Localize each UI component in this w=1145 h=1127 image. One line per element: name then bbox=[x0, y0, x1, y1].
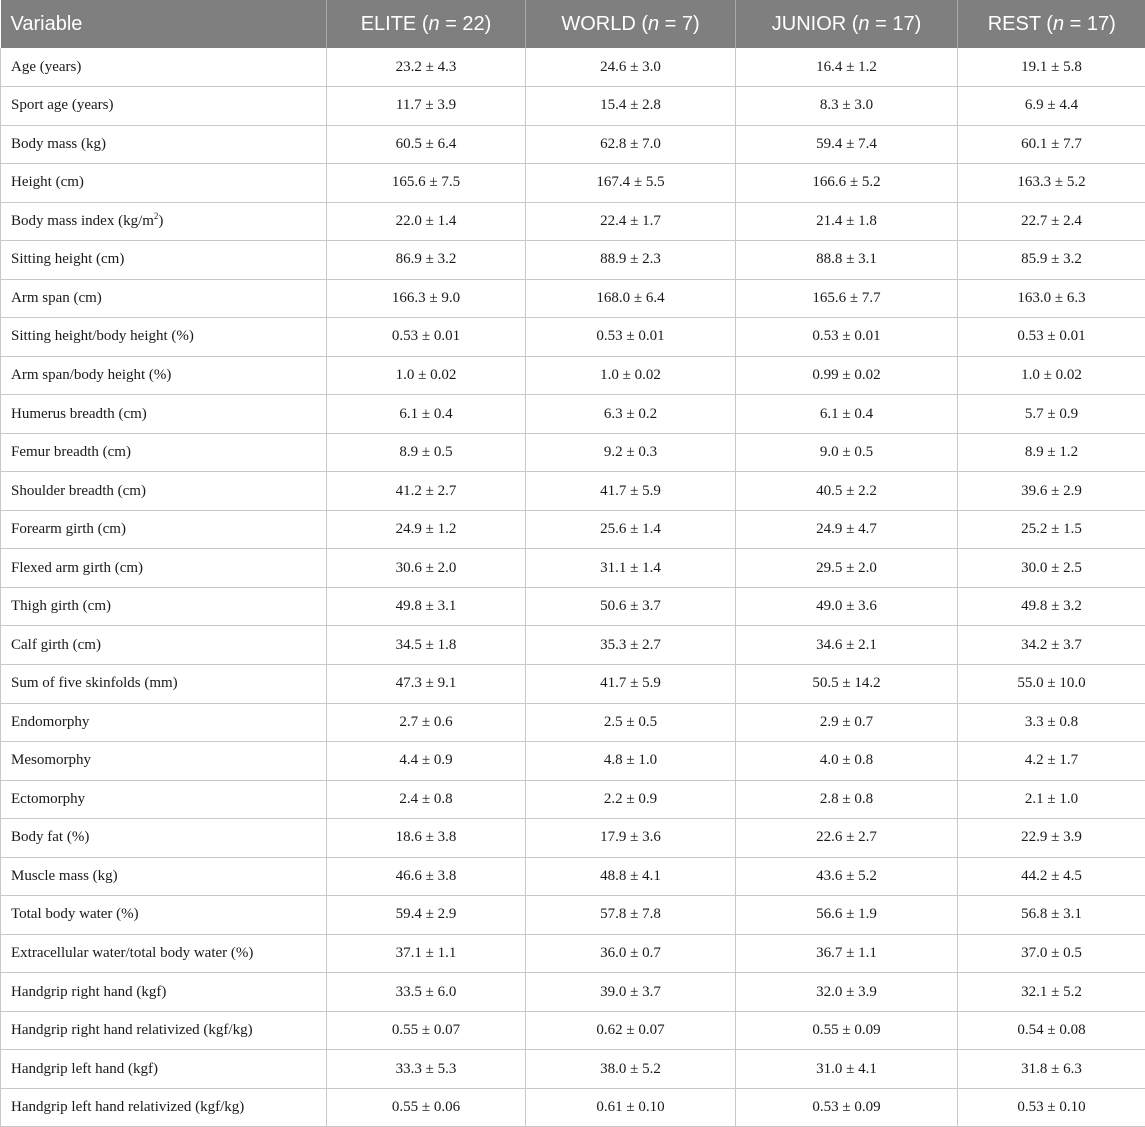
table-row bbox=[1, 934, 1145, 973]
table-row bbox=[1, 742, 1145, 781]
row-value: 4.4 ± 0.9 bbox=[327, 742, 526, 781]
header-world: WORLD (n = 7) bbox=[526, 0, 736, 48]
row-value: 2.9 ± 0.7 bbox=[736, 703, 958, 742]
row-label: Arm span/body height (%) bbox=[1, 356, 327, 395]
row-value: 1.0 ± 0.02 bbox=[526, 356, 736, 395]
header-rest: REST (n = 17) bbox=[958, 0, 1145, 48]
row-value: 49.8 ± 3.1 bbox=[327, 587, 526, 626]
row-value: 22.7 ± 2.4 bbox=[958, 202, 1145, 241]
row-value: 2.4 ± 0.8 bbox=[327, 780, 526, 819]
row-value: 47.3 ± 9.1 bbox=[327, 665, 526, 704]
row-value: 41.2 ± 2.7 bbox=[327, 472, 526, 511]
row-label: Mesomorphy bbox=[1, 742, 327, 781]
row-value: 41.7 ± 5.9 bbox=[526, 472, 736, 511]
row-value: 38.0 ± 5.2 bbox=[526, 1050, 736, 1089]
row-value: 30.6 ± 2.0 bbox=[327, 549, 526, 588]
row-value: 9.2 ± 0.3 bbox=[526, 433, 736, 472]
table-row bbox=[1, 125, 1145, 164]
row-value: 39.0 ± 3.7 bbox=[526, 973, 736, 1012]
row-value: 15.4 ± 2.8 bbox=[526, 87, 736, 126]
table-row bbox=[1, 703, 1145, 742]
row-value: 0.55 ± 0.06 bbox=[327, 1088, 526, 1127]
table-row bbox=[1, 1050, 1145, 1089]
row-value: 2.8 ± 0.8 bbox=[736, 780, 958, 819]
row-value: 49.8 ± 3.2 bbox=[958, 587, 1145, 626]
row-value: 22.4 ± 1.7 bbox=[526, 202, 736, 241]
row-label: Sitting height/body height (%) bbox=[1, 318, 327, 357]
row-label: Arm span (cm) bbox=[1, 279, 327, 318]
row-value: 50.5 ± 14.2 bbox=[736, 665, 958, 704]
row-label: Body mass index $(kg/m^2)$ bbox=[1, 202, 327, 241]
row-value: 41.7 ± 5.9 bbox=[526, 665, 736, 704]
row-value: 2.2 ± 0.9 bbox=[526, 780, 736, 819]
row-value: 23.2 ± 4.3 bbox=[327, 48, 526, 87]
row-value: 2.1 ± 1.0 bbox=[958, 780, 1145, 819]
row-value: 2.7 ± 0.6 bbox=[327, 703, 526, 742]
row-value: 32.1 ± 5.2 bbox=[958, 973, 1145, 1012]
row-label: Handgrip right hand (kgf) bbox=[1, 973, 327, 1012]
row-value: 62.8 ± 7.0 bbox=[526, 125, 736, 164]
row-value: 0.99 ± 0.02 bbox=[736, 356, 958, 395]
row-value: 0.53 ± 0.01 bbox=[327, 318, 526, 357]
row-value: 0.55 ± 0.09 bbox=[736, 1011, 958, 1050]
row-value: 33.3 ± 5.3 bbox=[327, 1050, 526, 1089]
row-label: Sitting height (cm) bbox=[1, 241, 327, 280]
table-row bbox=[1, 241, 1145, 280]
row-value: 46.6 ± 3.8 bbox=[327, 857, 526, 896]
table-row bbox=[1, 626, 1145, 665]
row-value: 167.4 ± 5.5 bbox=[526, 164, 736, 203]
row-value: 17.9 ± 3.6 bbox=[526, 819, 736, 858]
row-value: 0.53 ± 0.01 bbox=[958, 318, 1145, 357]
row-value: 0.53 ± 0.09 bbox=[736, 1088, 958, 1127]
row-value: 49.0 ± 3.6 bbox=[736, 587, 958, 626]
table-row bbox=[1, 587, 1145, 626]
row-label: Forearm girth (cm) bbox=[1, 510, 327, 549]
table-row bbox=[1, 780, 1145, 819]
row-value: 88.9 ± 2.3 bbox=[526, 241, 736, 280]
row-value: 22.0 ± 1.4 bbox=[327, 202, 526, 241]
row-value: 5.7 ± 0.9 bbox=[958, 395, 1145, 434]
header-elite: ELITE (n = 22) bbox=[327, 0, 526, 48]
row-label: Handgrip left hand relativized (kgf/kg) bbox=[1, 1088, 327, 1127]
row-value: 6.1 ± 0.4 bbox=[327, 395, 526, 434]
row-value: 0.53 ± 0.01 bbox=[526, 318, 736, 357]
row-label: Thigh girth (cm) bbox=[1, 587, 327, 626]
row-value: 86.9 ± 3.2 bbox=[327, 241, 526, 280]
row-value: 0.53 ± 0.10 bbox=[958, 1088, 1145, 1127]
row-value: 37.1 ± 1.1 bbox=[327, 934, 526, 973]
table-row bbox=[1, 896, 1145, 935]
row-value: 22.6 ± 2.7 bbox=[736, 819, 958, 858]
row-value: 165.6 ± 7.7 bbox=[736, 279, 958, 318]
table-row bbox=[1, 472, 1145, 511]
row-value: 0.53 ± 0.01 bbox=[736, 318, 958, 357]
row-value: 3.3 ± 0.8 bbox=[958, 703, 1145, 742]
row-value: 25.6 ± 1.4 bbox=[526, 510, 736, 549]
row-value: 50.6 ± 3.7 bbox=[526, 587, 736, 626]
row-label: Handgrip left hand (kgf) bbox=[1, 1050, 327, 1089]
row-value: 59.4 ± 7.4 bbox=[736, 125, 958, 164]
row-value: 30.0 ± 2.5 bbox=[958, 549, 1145, 588]
row-value: 18.6 ± 3.8 bbox=[327, 819, 526, 858]
table-row bbox=[1, 356, 1145, 395]
row-value: 6.3 ± 0.2 bbox=[526, 395, 736, 434]
row-label: Extracellular water/total body water (%) bbox=[1, 934, 327, 973]
row-label: Flexed arm girth (cm) bbox=[1, 549, 327, 588]
row-value: 4.0 ± 0.8 bbox=[736, 742, 958, 781]
row-value: 16.4 ± 1.2 bbox=[736, 48, 958, 87]
row-value: 11.7 ± 3.9 bbox=[327, 87, 526, 126]
row-value: 31.8 ± 6.3 bbox=[958, 1050, 1145, 1089]
row-value: 40.5 ± 2.2 bbox=[736, 472, 958, 511]
row-value: 163.3 ± 5.2 bbox=[958, 164, 1145, 203]
row-value: 55.0 ± 10.0 bbox=[958, 665, 1145, 704]
row-label: Total body water (%) bbox=[1, 896, 327, 935]
row-label: Sum of five skinfolds (mm) bbox=[1, 665, 327, 704]
row-value: 22.9 ± 3.9 bbox=[958, 819, 1145, 858]
row-value: 21.4 ± 1.8 bbox=[736, 202, 958, 241]
table-row bbox=[1, 164, 1145, 203]
row-value: 44.2 ± 4.5 bbox=[958, 857, 1145, 896]
row-value: 33.5 ± 6.0 bbox=[327, 973, 526, 1012]
row-value: 19.1 ± 5.8 bbox=[958, 48, 1145, 87]
row-value: 0.62 ± 0.07 bbox=[526, 1011, 736, 1050]
table-row bbox=[1, 318, 1145, 357]
row-value: 31.0 ± 4.1 bbox=[736, 1050, 958, 1089]
table-row bbox=[1, 433, 1145, 472]
row-value: 36.0 ± 0.7 bbox=[526, 934, 736, 973]
row-value: 6.1 ± 0.4 bbox=[736, 395, 958, 434]
row-value: 34.2 ± 3.7 bbox=[958, 626, 1145, 665]
row-value: 34.5 ± 1.8 bbox=[327, 626, 526, 665]
row-value: 6.9 ± 4.4 bbox=[958, 87, 1145, 126]
table-row bbox=[1, 857, 1145, 896]
row-value: 4.2 ± 1.7 bbox=[958, 742, 1145, 781]
row-label: Muscle mass (kg) bbox=[1, 857, 327, 896]
row-value: 0.55 ± 0.07 bbox=[327, 1011, 526, 1050]
row-value: 39.6 ± 2.9 bbox=[958, 472, 1145, 511]
row-value: 57.8 ± 7.8 bbox=[526, 896, 736, 935]
row-label: Height (cm) bbox=[1, 164, 327, 203]
row-label: Femur breadth (cm) bbox=[1, 433, 327, 472]
row-label: Calf girth (cm) bbox=[1, 626, 327, 665]
row-value: 4.8 ± 1.0 bbox=[526, 742, 736, 781]
table-header bbox=[1, 0, 1145, 48]
table-row bbox=[1, 87, 1145, 126]
table-row bbox=[1, 279, 1145, 318]
row-value: 8.3 ± 3.0 bbox=[736, 87, 958, 126]
table-body bbox=[1, 48, 1145, 1127]
row-value: 32.0 ± 3.9 bbox=[736, 973, 958, 1012]
row-value: 166.3 ± 9.0 bbox=[327, 279, 526, 318]
row-value: 8.9 ± 1.2 bbox=[958, 433, 1145, 472]
row-value: 1.0 ± 0.02 bbox=[327, 356, 526, 395]
row-label: Sport age (years) bbox=[1, 87, 327, 126]
row-label: Ectomorphy bbox=[1, 780, 327, 819]
row-value: 163.0 ± 6.3 bbox=[958, 279, 1145, 318]
header-row bbox=[1, 0, 1145, 48]
row-value: 56.8 ± 3.1 bbox=[958, 896, 1145, 935]
row-value: 165.6 ± 7.5 bbox=[327, 164, 526, 203]
row-value: 166.6 ± 5.2 bbox=[736, 164, 958, 203]
table-row bbox=[1, 202, 1145, 241]
row-value: 8.9 ± 0.5 bbox=[327, 433, 526, 472]
row-label: Humerus breadth (cm) bbox=[1, 395, 327, 434]
row-value: 85.9 ± 3.2 bbox=[958, 241, 1145, 280]
row-label: Body mass (kg) bbox=[1, 125, 327, 164]
row-value: 59.4 ± 2.9 bbox=[327, 896, 526, 935]
row-value: 60.5 ± 6.4 bbox=[327, 125, 526, 164]
row-value: 31.1 ± 1.4 bbox=[526, 549, 736, 588]
row-value: 37.0 ± 0.5 bbox=[958, 934, 1145, 973]
table-row bbox=[1, 1088, 1145, 1127]
row-label: Age (years) bbox=[1, 48, 327, 87]
table-row bbox=[1, 973, 1145, 1012]
row-value: 56.6 ± 1.9 bbox=[736, 896, 958, 935]
row-value: 60.1 ± 7.7 bbox=[958, 125, 1145, 164]
table-row bbox=[1, 665, 1145, 704]
row-label: Endomorphy bbox=[1, 703, 327, 742]
row-label: Shoulder breadth (cm) bbox=[1, 472, 327, 511]
row-value: 29.5 ± 2.0 bbox=[736, 549, 958, 588]
row-value: 0.54 ± 0.08 bbox=[958, 1011, 1145, 1050]
row-value: 24.6 ± 3.0 bbox=[526, 48, 736, 87]
row-value: 24.9 ± 1.2 bbox=[327, 510, 526, 549]
row-label: Handgrip right hand relativized (kgf/kg) bbox=[1, 1011, 327, 1050]
row-value: 88.8 ± 3.1 bbox=[736, 241, 958, 280]
row-value: 25.2 ± 1.5 bbox=[958, 510, 1145, 549]
row-value: 2.5 ± 0.5 bbox=[526, 703, 736, 742]
header-variable: Variable bbox=[1, 0, 327, 48]
table-row bbox=[1, 510, 1145, 549]
row-value: 9.0 ± 0.5 bbox=[736, 433, 958, 472]
table-row bbox=[1, 819, 1145, 858]
row-label: Body fat (%) bbox=[1, 819, 327, 858]
table-row bbox=[1, 549, 1145, 588]
row-value: 0.61 ± 0.10 bbox=[526, 1088, 736, 1127]
table-row bbox=[1, 1011, 1145, 1050]
row-value: 43.6 ± 5.2 bbox=[736, 857, 958, 896]
row-value: 1.0 ± 0.02 bbox=[958, 356, 1145, 395]
header-junior: JUNIOR (n = 17) bbox=[736, 0, 958, 48]
row-value: 48.8 ± 4.1 bbox=[526, 857, 736, 896]
row-value: 34.6 ± 2.1 bbox=[736, 626, 958, 665]
table-row bbox=[1, 395, 1145, 434]
table-row bbox=[1, 48, 1145, 87]
row-value: 24.9 ± 4.7 bbox=[736, 510, 958, 549]
row-value: 35.3 ± 2.7 bbox=[526, 626, 736, 665]
row-value: 168.0 ± 6.4 bbox=[526, 279, 736, 318]
row-value: 36.7 ± 1.1 bbox=[736, 934, 958, 973]
